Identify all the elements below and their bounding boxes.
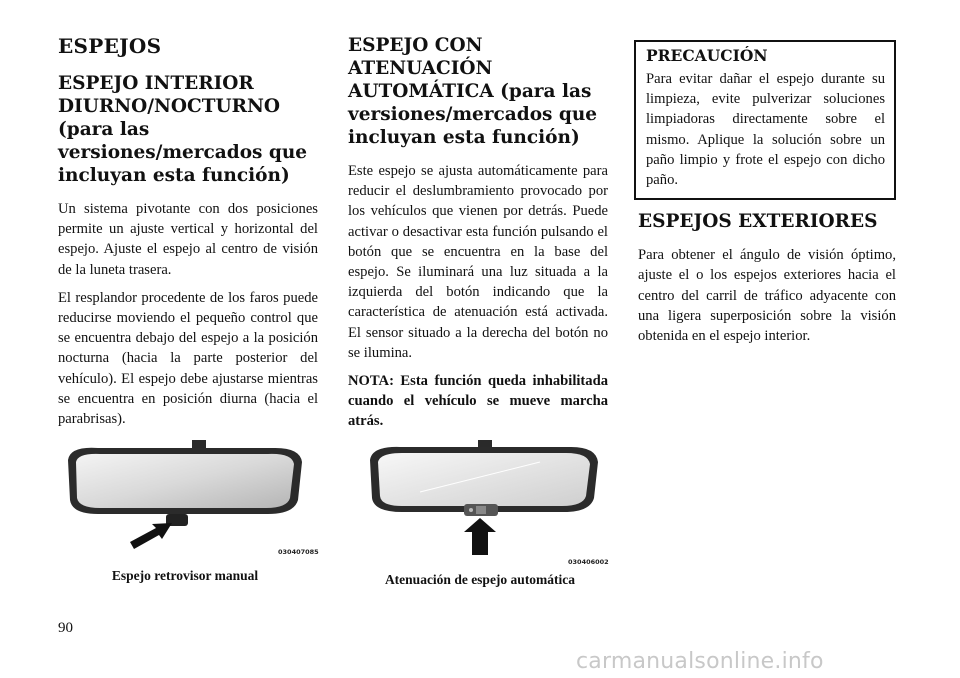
figure-auto-dim-mirror [360, 440, 610, 568]
note-paragraph: NOTA: Esta función queda inhabilitada cuando el vehículo se mueve marcha atrás. [348, 373, 608, 430]
subsection-heading-exterior-mirrors: ESPEJOS EXTERIORES [638, 211, 878, 233]
page-number: 90 [58, 620, 73, 636]
caution-box [634, 40, 896, 200]
subsection-heading-auto-dim-mirror: ESPEJO CON ATENUACIÓN AUTOMÁTICA (para las versiones/mercados que incluyan esta función) [348, 35, 598, 148]
column-middle [348, 34, 608, 440]
paragraph: Este espejo se ajusta automáticamente para reducir el deslumbramiento provocado por los vehículos que vienen por detrás. Puede activar o desactivar esta función pulsando el botón que se encuentra en la base del espejo. Se iluminará una luz situada a la izquierda del botón indicando que la característica de atenuación está activada. El sensor situado a la derecha del botón no se ilumina. [348, 163, 608, 361]
column-right [638, 34, 896, 354]
auto-dim-mirror-illustration [360, 440, 610, 568]
paragraph: El resplandor procedente de los faros puede reducirse moviendo el pequeño control que se encuentra debajo del espejo a la posición nocturna (hacia la parte posterior del vehículo). El espejo debe ajustarse mientras se encuentra en posición diurna (hacia el parabrisas). [58, 289, 318, 428]
figure-caption-auto-dim: Atenuación de espejo automática [384, 572, 576, 587]
paragraph: Un sistema pivotante con dos posiciones permite un ajuste vertical y horizontal del espejo. Ajuste el espejo al centro de visión de la luneta trasera. [58, 201, 318, 278]
watermark: carmanualsonline.info [576, 649, 824, 674]
caution-title: PRECAUCIÓN [646, 46, 768, 65]
figure-code: 030407085 [278, 548, 319, 556]
figure-caption-manual: Espejo retrovisor manual [111, 568, 259, 583]
column-left [58, 34, 318, 437]
figure-code: 030406002 [568, 558, 609, 566]
section-heading: ESPEJOS [58, 34, 162, 58]
paragraph: Para obtener el ángulo de visión óptimo, ajuste el o los espejos exteriores hacia el centro del carril de tráfico adyacente con una ligera superposición sobre la visión obtenida en el espejo interior. [638, 247, 896, 345]
subsection-heading-interior-mirror: ESPEJO INTERIOR DIURNO/NOCTURNO (para las versiones/mercados que incluyan esta función) [58, 73, 308, 186]
figure-manual-mirror [58, 438, 319, 566]
manual-mirror-illustration [58, 438, 308, 566]
caution-text: Para evitar dañar el espejo durante su limpieza, evite pulverizar soluciones limpiadoras directamente sobre el mismo. Aplique la solución sobre un paño limpio y frote el espejo con dicho paño. [646, 71, 885, 189]
